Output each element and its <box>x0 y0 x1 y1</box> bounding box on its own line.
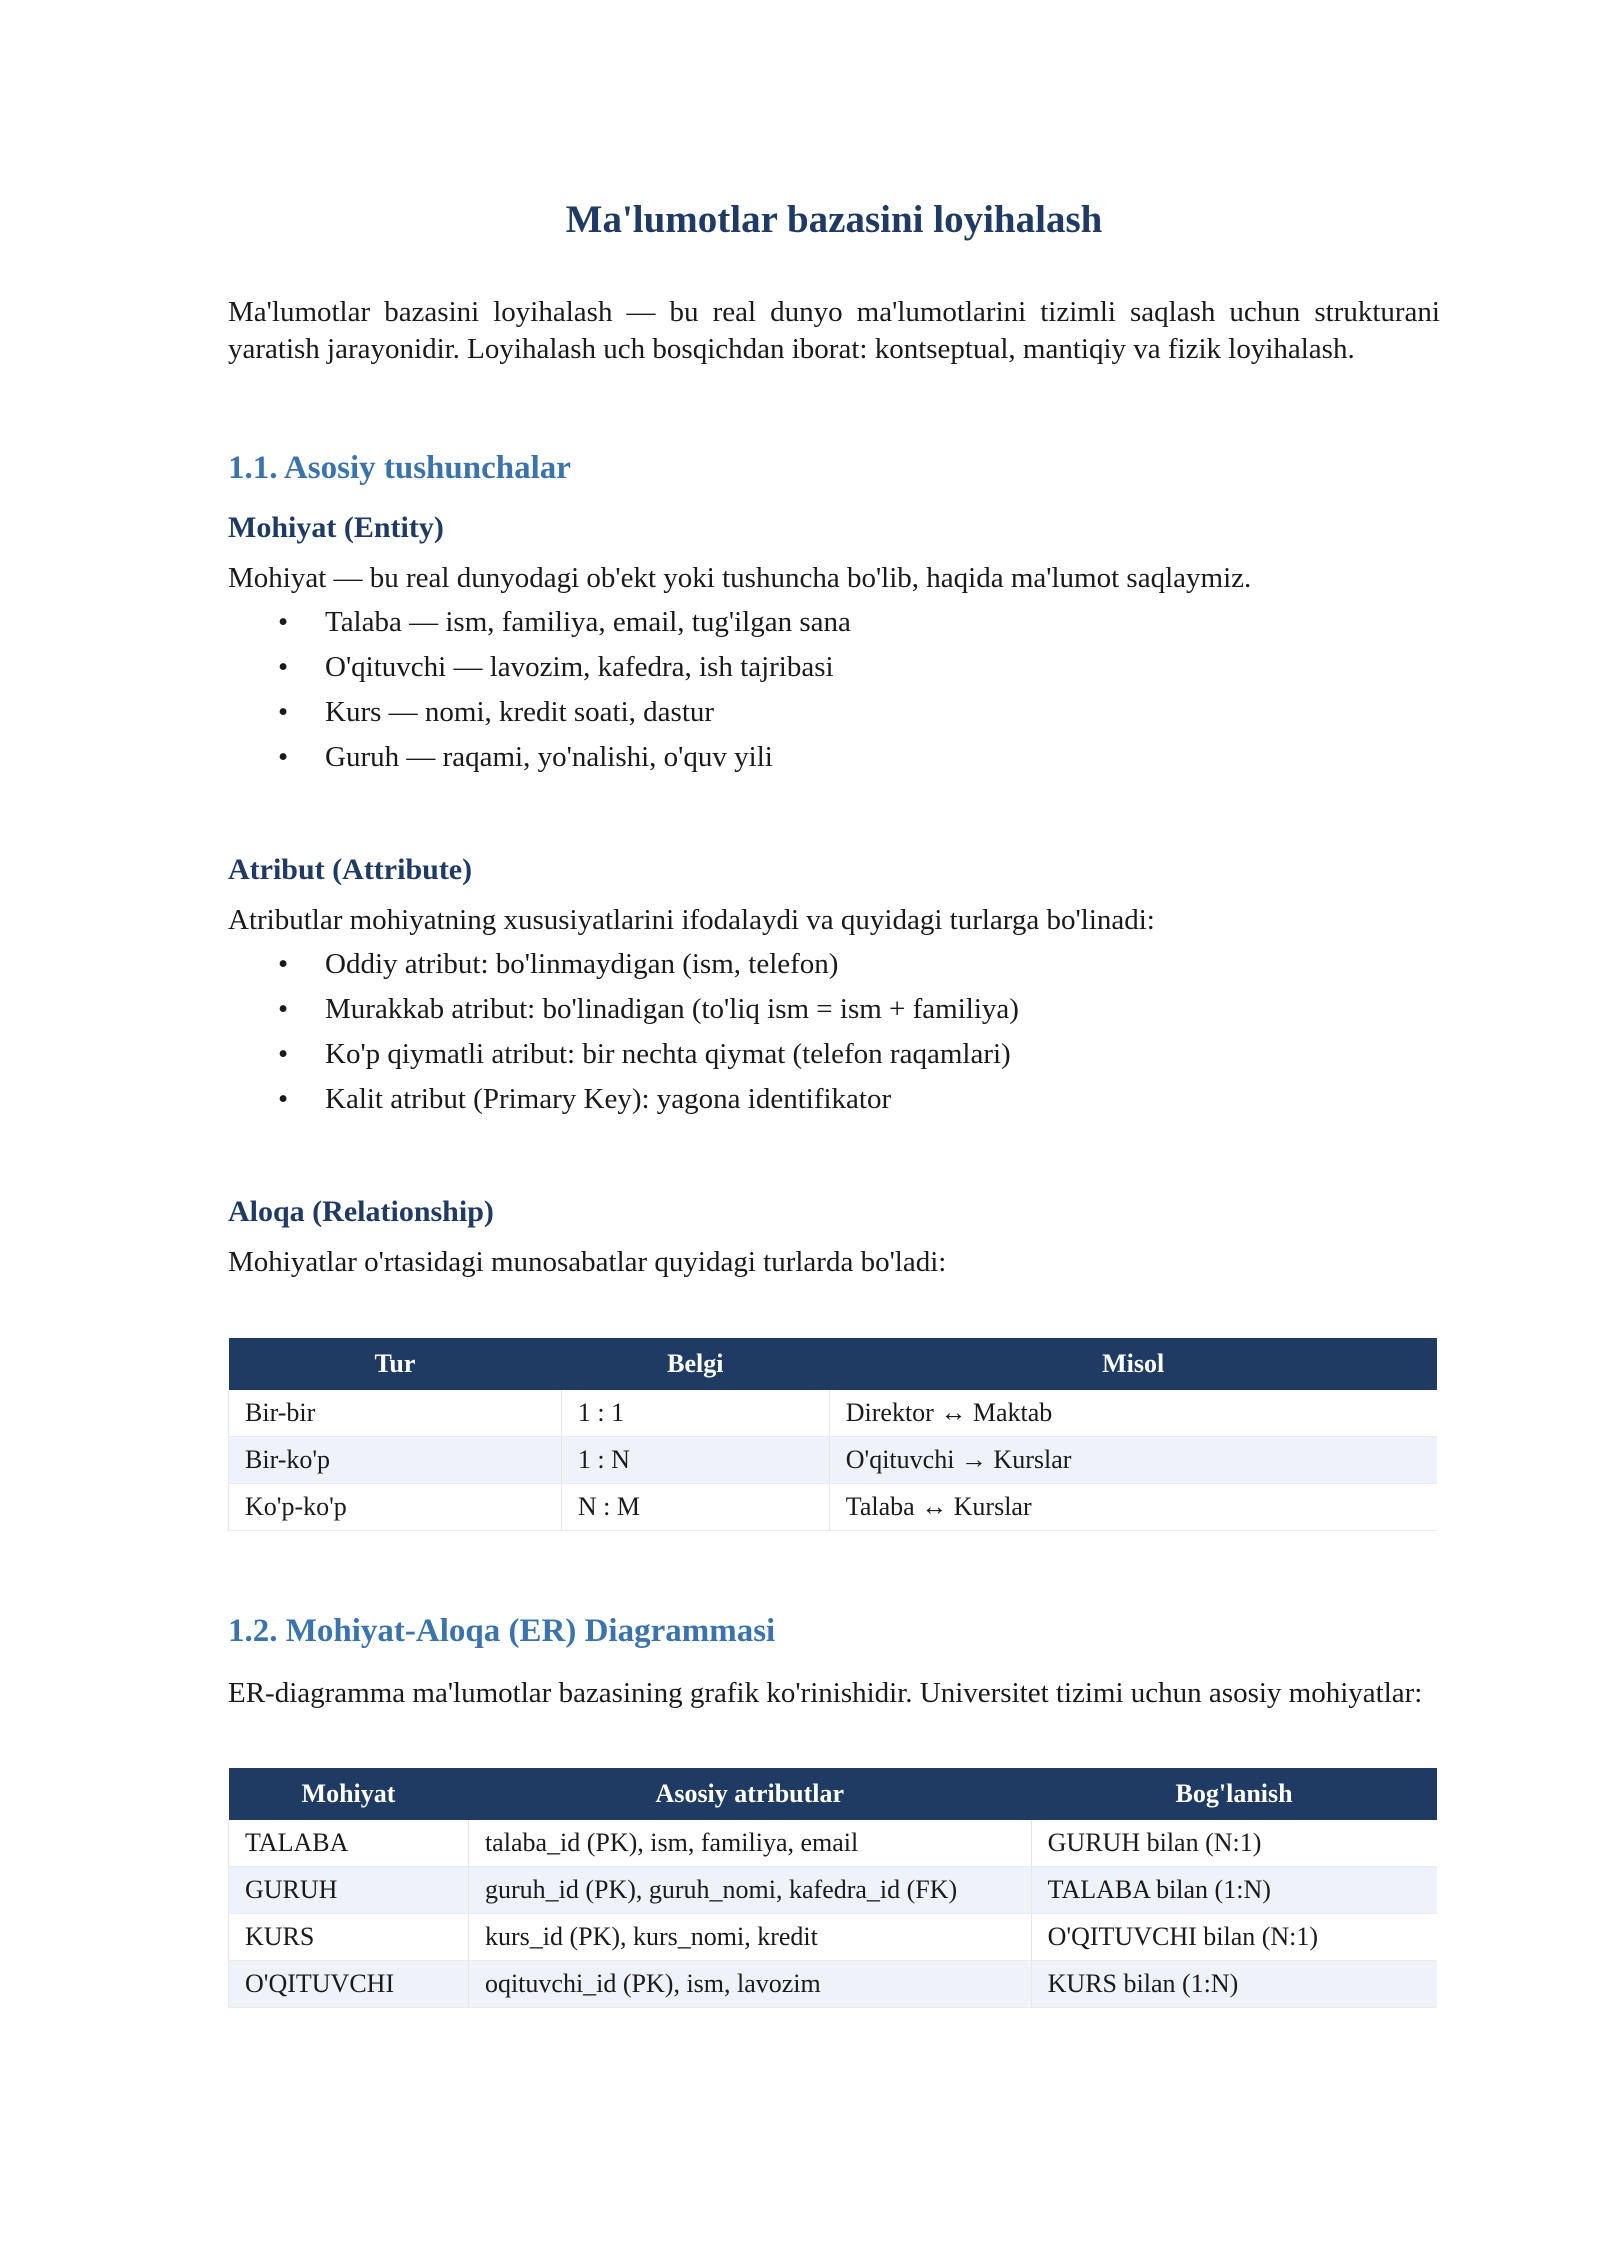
bullet-icon: • <box>278 696 289 728</box>
table-row <box>229 1867 1438 1914</box>
entity-list <box>228 600 1440 780</box>
relationship-description: Mohiyatlar o'rtasidagi munosabatlar quyidagi turlarda bo'ladi: <box>228 1246 947 1278</box>
list-item: • Murakkab atribut: bo'linadigan (to'liq ism = ism + familiya) <box>228 987 1440 1032</box>
er-description: ER-diagramma ma'lumotlar bazasining grafik ko'rinishidir. Universitet tizimi uchun asosiy mohiyatlar: <box>228 1677 1423 1709</box>
attribute-list <box>228 942 1440 1122</box>
bullet-icon: • <box>278 993 289 1025</box>
table-cell: O'QITUVCHI bilan (N:1) <box>1031 1914 1437 1961</box>
table-cell: O'qituvchi → Kurslar <box>829 1437 1437 1484</box>
entity-description: Mohiyat — bu real dunyodagi ob'ekt yoki tushuncha bo'lib, haqida ma'lumot saqlaymiz. <box>228 562 1252 594</box>
bullet-icon: • <box>278 948 289 980</box>
list-item: • Talaba — ism, familiya, email, tug'ilgan sana <box>228 600 1440 645</box>
relationship-table <box>228 1338 1437 1531</box>
table-cell: Ko'p-ko'p <box>229 1484 562 1531</box>
table-row <box>229 1437 1438 1484</box>
bullet-icon: • <box>278 741 289 773</box>
table-header-row <box>229 1338 1438 1390</box>
list-item: • Oddiy atribut: bo'linmaydigan (ism, telefon) <box>228 942 1440 987</box>
table-cell: Direktor ↔ Maktab <box>829 1390 1437 1437</box>
table-row <box>229 1820 1438 1867</box>
list-item: • Kurs — nomi, kredit soati, dastur <box>228 690 1440 735</box>
column-header-example: Misol <box>829 1338 1437 1390</box>
table-cell: KURS <box>229 1914 469 1961</box>
entity-table <box>228 1768 1437 2008</box>
column-header-relation: Bog'lanish <box>1031 1768 1437 1820</box>
column-header-type: Tur <box>229 1338 562 1390</box>
page-title: Ma'lumotlar bazasini loyihalash <box>565 198 1103 241</box>
intro-paragraph: Ma'lumotlar bazasini loyihalash — bu real dunyo ma'lumotlarini tizimli saqlash uchun strukturani yaratish jarayonidir. Loyihalash uch bosqichdan iborat: kontseptual, mantiqiy va fizik loyihalash. <box>228 296 1440 365</box>
attribute-description: Atributlar mohiyatning xususiyatlarini ifodalaydi va quyidagi turlarga bo'linadi: <box>228 904 1155 936</box>
table-row <box>229 1484 1438 1531</box>
bullet-icon: • <box>278 1038 289 1070</box>
list-item: • Guruh — raqami, yo'nalishi, o'quv yili <box>228 735 1440 780</box>
list-item: • Kalit atribut (Primary Key): yagona identifikator <box>228 1077 1440 1122</box>
subheading-attribute: Atribut (Attribute) <box>228 853 473 886</box>
table-row <box>229 1961 1438 2008</box>
table-cell: KURS bilan (1:N) <box>1031 1961 1437 2008</box>
table-cell: TALABA <box>229 1820 469 1867</box>
table-cell: N : M <box>561 1484 829 1531</box>
table-cell: 1 : N <box>561 1437 829 1484</box>
table-cell: kurs_id (PK), kurs_nomi, kredit <box>468 1914 1031 1961</box>
table-header-row <box>229 1768 1438 1820</box>
table-cell: GURUH <box>229 1867 469 1914</box>
column-header-symbol: Belgi <box>561 1338 829 1390</box>
table-cell: O'QITUVCHI <box>229 1961 469 2008</box>
column-header-attributes: Asosiy atributlar <box>468 1768 1031 1820</box>
bullet-icon: • <box>278 1083 289 1115</box>
table-cell: Talaba ↔ Kurslar <box>829 1484 1437 1531</box>
table-cell: oqituvchi_id (PK), ism, lavozim <box>468 1961 1031 2008</box>
list-item: • O'qituvchi — lavozim, kafedra, ish tajribasi <box>228 645 1440 690</box>
subheading-entity: Mohiyat (Entity) <box>228 511 444 544</box>
list-item: • Ko'p qiymatli atribut: bir nechta qiymat (telefon raqamlari) <box>228 1032 1440 1077</box>
bullet-icon: • <box>278 651 289 683</box>
table-cell: Bir-bir <box>229 1390 562 1437</box>
subheading-relationship: Aloqa (Relationship) <box>228 1195 494 1228</box>
table-cell: TALABA bilan (1:N) <box>1031 1867 1437 1914</box>
bullet-icon: • <box>278 606 289 638</box>
document-page <box>228 0 1440 2008</box>
column-header-entity: Mohiyat <box>229 1768 469 1820</box>
table-row <box>229 1914 1438 1961</box>
table-cell: Bir-ko'p <box>229 1437 562 1484</box>
section-heading-er-diagram: 1.2. Mohiyat-Aloqa (ER) Diagrammasi <box>228 1613 776 1649</box>
table-cell: 1 : 1 <box>561 1390 829 1437</box>
table-cell: GURUH bilan (N:1) <box>1031 1820 1437 1867</box>
table-cell: talaba_id (PK), ism, familiya, email <box>468 1820 1031 1867</box>
section-heading-basics: 1.1. Asosiy tushunchalar <box>228 450 571 486</box>
table-row <box>229 1390 1438 1437</box>
table-cell: guruh_id (PK), guruh_nomi, kafedra_id (FK) <box>468 1867 1031 1914</box>
